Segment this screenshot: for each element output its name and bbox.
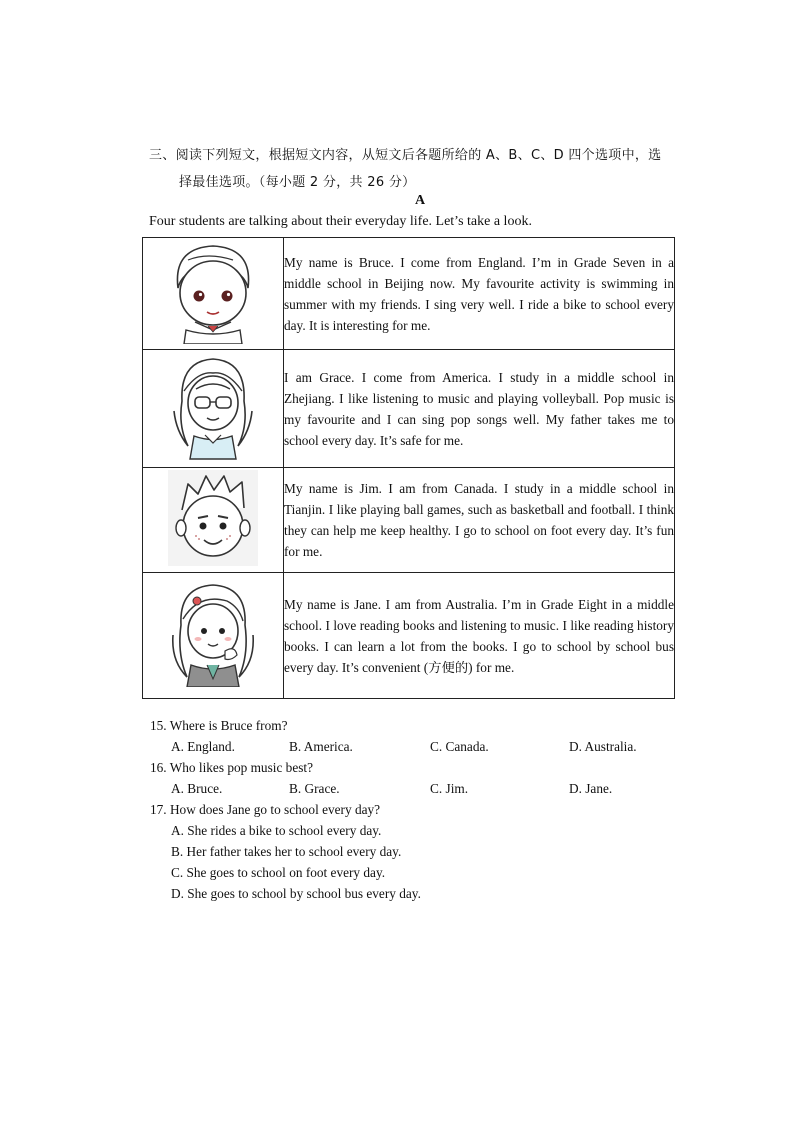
question-list bbox=[150, 715, 670, 904]
option-a: A. Bruce. bbox=[171, 781, 223, 796]
bruce-portrait-icon bbox=[158, 238, 268, 344]
option-b: B. Her father takes her to school every day. bbox=[171, 844, 402, 859]
passage-intro: Four students are talking about their everyday life. Let’s take a look. bbox=[149, 214, 532, 229]
profile-text-bruce: My name is Bruce. I come from England. I’m in Grade Seven in a middle school in Beijing now. My favourite activity is swimming in summer with my friends. I sing very well. I ride a bike to school every day. It is interesting for me. bbox=[284, 238, 675, 350]
portrait-cell bbox=[143, 238, 284, 350]
option-c: C. She goes to school on foot every day. bbox=[171, 865, 386, 880]
option-d: D. Jane. bbox=[569, 781, 613, 796]
jim-portrait-icon bbox=[168, 470, 258, 566]
option-a: A. She rides a bike to school every day. bbox=[171, 823, 382, 838]
instruction-line-2: 择最佳选项。（每小题 2 分，共 26 分） bbox=[179, 175, 416, 190]
question-16-options bbox=[150, 778, 670, 799]
question-17: 17. How does Jane go to school every day? bbox=[150, 802, 381, 817]
option-b: B. Grace. bbox=[289, 781, 340, 796]
option-b: B. America. bbox=[289, 739, 353, 754]
profile-row-jane bbox=[143, 573, 675, 699]
portrait-cell bbox=[143, 468, 284, 573]
profile-text-jane: My name is Jane. I am from Australia. I’m in Grade Eight in a middle school. I love reading books and listening to music. I like reading history books. I can learn a lot from the books. I go to school by school bus every day. It’s convenient (方便的) for me. bbox=[284, 573, 675, 699]
question-15: 15. Where is Bruce from? bbox=[150, 718, 288, 733]
instruction-line-1: 三、阅读下列短文，根据短文内容，从短文后各题所给的 A、B、C、D 四个选项中，选 bbox=[149, 148, 662, 163]
option-a: A. England. bbox=[171, 739, 235, 754]
profile-row-grace bbox=[143, 350, 675, 468]
profiles-table bbox=[142, 237, 675, 699]
profile-text-grace: I am Grace. I come from America. I study in a middle school in Zhejiang. I like listening to music and playing volleyball. Pop music is my favourite and I can sing pop songs well. My father takes me to school every day. It’s safe for me. bbox=[284, 350, 675, 468]
option-c: C. Canada. bbox=[430, 739, 489, 754]
option-d: D. She goes to school by school bus every day. bbox=[171, 886, 421, 901]
portrait-cell bbox=[143, 573, 284, 699]
question-15-options bbox=[150, 736, 670, 757]
grace-portrait-icon bbox=[168, 351, 258, 461]
jane-portrait-icon bbox=[165, 579, 261, 687]
option-c: C. Jim. bbox=[430, 781, 469, 796]
profile-row-bruce bbox=[143, 238, 675, 350]
portrait-cell bbox=[143, 350, 284, 468]
profile-text-jim: My name is Jim. I am from Canada. I study in a middle school in Tianjin. I like playing ball games, such as basketball and football. I think they can help me keep healthy. I go to school on foot every day. It’s fun for me. bbox=[284, 468, 675, 573]
profile-row-jim bbox=[143, 468, 675, 573]
question-16: 16. Who likes pop music best? bbox=[150, 760, 313, 775]
option-d: D. Australia. bbox=[569, 739, 637, 754]
passage-letter: A bbox=[414, 193, 426, 208]
section-instruction bbox=[149, 142, 689, 196]
